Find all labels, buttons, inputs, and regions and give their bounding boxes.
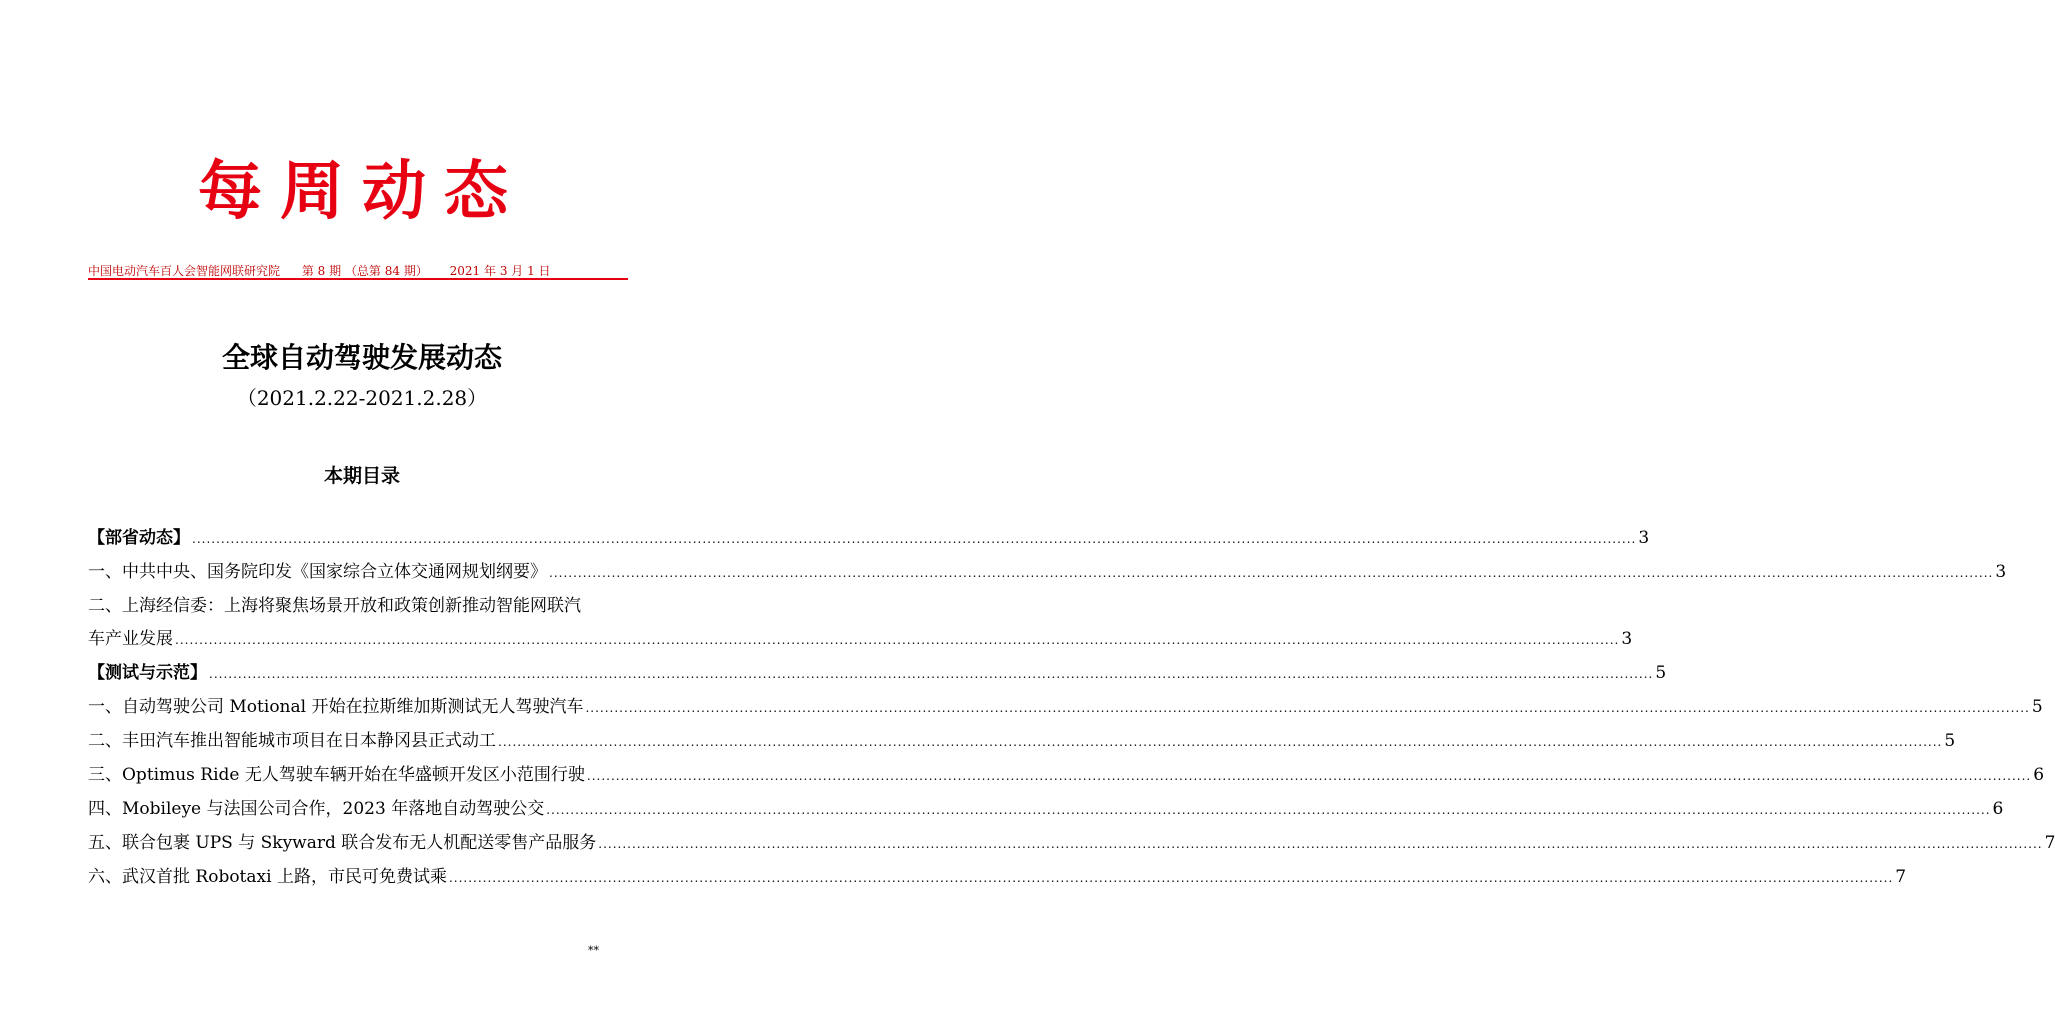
toc-page-number: 3	[1995, 562, 2007, 582]
toc-page-number: 7	[1895, 867, 1907, 887]
publisher-name: 中国电动汽车百人会智能网联研究院	[88, 264, 281, 278]
toc-leader: ............................................................................................................................................................................................................................................................................................................	[209, 667, 1654, 681]
footer-mark: **	[588, 944, 599, 957]
toc-leader: ............................................................................................................................................................................................................................................................................................................	[498, 735, 1943, 749]
toc-item[interactable]	[88, 725, 1956, 759]
toc-item[interactable]	[88, 827, 2055, 861]
toc-page-number: 6	[2033, 765, 2045, 785]
toc-leader: ............................................................................................................................................................................................................................................................................................................	[586, 769, 2032, 783]
toc-entry-text: 【部省动态】	[88, 528, 190, 548]
toc-entry-text: 一、自动驾驶公司 Motional 开始在拉斯维加斯测试无人驾驶汽车	[88, 697, 584, 717]
toc-page-number: 7	[2044, 833, 2055, 853]
report-title: 全球自动驾驶发展动态	[221, 341, 502, 374]
toc-item[interactable]	[88, 759, 2045, 793]
toc-item[interactable]	[88, 861, 1907, 895]
toc-entry-text: 一、中共中央、国务院印发《国家综合立体交通网规划纲要》	[88, 562, 547, 582]
toc-item[interactable]	[88, 793, 2004, 827]
report-date-range: （2021.2.22-2021.2.28）	[236, 386, 488, 410]
toc-item[interactable]	[88, 556, 2007, 590]
toc-page-number: 3	[1621, 629, 1633, 649]
issue-date: 2021 年 3 月 1 日	[449, 264, 551, 278]
toc-section-ministry[interactable]	[88, 522, 1650, 556]
toc-section-testing[interactable]	[88, 657, 1667, 691]
toc-leader: ............................................................................................................................................................................................................................................................................................................	[192, 532, 1637, 546]
header-rule	[88, 278, 628, 280]
toc-page-number: 5	[2031, 697, 2043, 717]
toc-item[interactable]	[88, 590, 1633, 657]
toc-item[interactable]	[88, 691, 2043, 725]
masthead-title: 每周动态	[198, 154, 526, 229]
toc-leader: ............................................................................................................................................................................................................................................................................................................	[585, 701, 2030, 715]
toc-leader: ............................................................................................................................................................................................................................................................................................................	[598, 837, 2043, 851]
toc-page-number: 6	[1992, 799, 2004, 819]
toc-page-number: 3	[1638, 528, 1650, 548]
toc-leader: ............................................................................................................................................................................................................................................................................................................	[175, 633, 1620, 647]
publication-info	[88, 262, 628, 279]
toc-entry-text: 六、武汉首批 Robotaxi 上路，市民可免费试乘	[88, 867, 447, 887]
toc-entry-text: 车产业发展	[88, 629, 173, 649]
toc-entry-text-line1: 二、上海经信委：上海将聚焦场景开放和政策创新推动智能网联汽	[88, 596, 581, 616]
toc-leader: ............................................................................................................................................................................................................................................................................................................	[546, 803, 1991, 817]
toc-leader: ............................................................................................................................................................................................................................................................................................................	[549, 566, 1994, 580]
toc-page-number: 5	[1655, 663, 1667, 683]
toc-entry-text: 四、Mobileye 与法国公司合作，2023 年落地自动驾驶公交	[88, 799, 545, 819]
toc-page-number: 5	[1944, 731, 1956, 751]
toc-leader: ............................................................................................................................................................................................................................................................................................................	[448, 871, 1894, 885]
toc-heading: 本期目录	[323, 465, 400, 487]
toc-entry-text: 五、联合包裹 UPS 与 Skyward 联合发布无人机配送零售产品服务	[88, 833, 597, 853]
toc-entry-text: 二、丰田汽车推出智能城市项目在日本静冈县正式动工	[88, 731, 496, 751]
toc-entry-text: 三、Optimus Ride 无人驾驶车辆开始在华盛顿开发区小范围行驶	[88, 765, 585, 785]
toc-entry-text: 【测试与示范】	[88, 663, 207, 683]
table-of-contents	[88, 522, 2055, 895]
issue-number: 第 8 期 （总第 84 期）	[301, 264, 428, 278]
